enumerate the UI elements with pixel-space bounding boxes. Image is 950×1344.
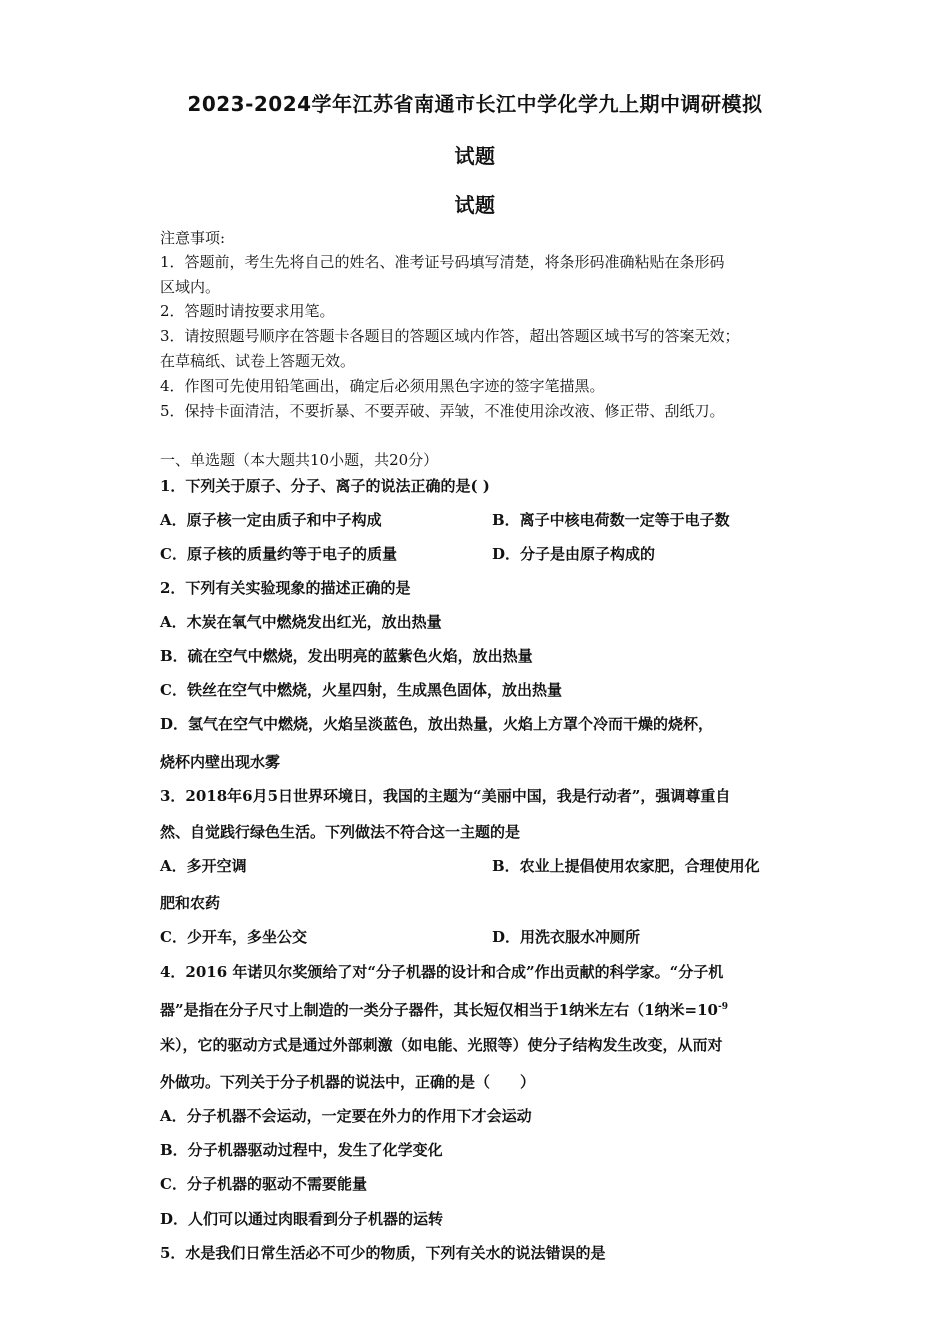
question-4-option-a: A．分子机器不会运动，一定要在外力的作用下才会运动 — [160, 1107, 532, 1125]
notice-item: 2．答题时请按要求用笔。 — [160, 302, 335, 320]
question-3-stem-cont: 然、自觉践行绿色生活。下列做法不符合这一主题的是 — [160, 823, 521, 841]
notice-item: 3．请按照题号顺序在答题卡各题目的答题区域内作答，超出答题区域书写的答案无效； — [160, 327, 740, 345]
question-2-option-c: C．铁丝在空气中燃烧，火星四射，生成黑色固体，放出热量 — [160, 681, 562, 699]
exam-title-line1: 2023-2024学年江苏省南通市长江中学化学九上期中调研模拟 — [187, 92, 763, 116]
notice-item: 4．作图可先使用铅笔画出，确定后必须用黑色字迹的签字笔描黑。 — [160, 377, 605, 395]
question-4-stem: 4．2016 年诺贝尔奖颁给了对“分子机器的设计和合成”作出贡献的科学家。“分子机 — [160, 963, 724, 981]
question-5-stem: 5．水是我们日常生活必不可少的物质，下列有关水的说法错误的是 — [160, 1244, 606, 1262]
notice-item: 在草稿纸、试卷上答题无效。 — [160, 352, 356, 370]
question-2-stem: 2．下列有关实验现象的描述正确的是 — [160, 579, 411, 597]
question-3-option-d: D．用洗衣服水冲厕所 — [492, 928, 641, 946]
question-1-option-b: B．离子中核电荷数一定等于电子数 — [492, 511, 730, 529]
question-1-option-d: D．分子是由原子构成的 — [492, 545, 656, 563]
notice-item: 1．答题前，考生先将自己的姓名、准考证号码填写清楚，将条形码准确粘贴在条形码 — [160, 253, 725, 271]
question-3-option-a: A．多开空调 — [160, 857, 247, 875]
question-4-option-d: D．人们可以通过肉眼看到分子机器的运转 — [160, 1210, 444, 1228]
question-4-stem-cont: 外做功。下列关于分子机器的说法中，正确的是（ ） — [160, 1073, 536, 1091]
question-3-option-b-cont: 肥和农药 — [160, 894, 221, 912]
exponent-label: -9 — [717, 1002, 728, 1012]
question-3-option-c: C．少开车，多坐公交 — [160, 928, 307, 946]
question-2-option-d-cont: 烧杯内壁出现水雾 — [160, 753, 281, 771]
question-1-option-c: C．原子核的质量约等于电子的质量 — [160, 545, 397, 563]
question-3-option-b: B．农业上提倡使用农家肥，合理使用化 — [492, 857, 760, 875]
notice-item: 5．保持卡面清洁，不要折暴、不要弄破、弄皱，不准使用涂改液、修正带、刮纸刀。 — [160, 402, 725, 420]
exam-subtitle: 试题 — [454, 193, 496, 217]
question-2-option-b: B．硫在空气中燃烧，发出明亮的蓝紫色火焰，放出热量 — [160, 647, 533, 665]
question-2-option-a: A．木炭在氧气中燃烧发出红光，放出热量 — [160, 613, 442, 631]
exam-title-line2: 试题 — [454, 144, 496, 168]
section-heading: 一、单选题（本大题共10小题，共20分） — [160, 451, 439, 469]
question-3-stem: 3．2018年6月5日世界环境日，我国的主题为“美丽中国，我是行动者”，强调尊重自 — [160, 787, 731, 805]
question-4-stem-text: 器”是指在分子尺寸上制造的一类分子器件，其长短仅相当于1纳米左右（1纳米=10 — [160, 1001, 718, 1019]
notice-item: 区域内。 — [160, 278, 221, 296]
question-4-option-c: C．分子机器的驱动不需要能量 — [160, 1175, 367, 1193]
question-4-stem-cont — [160, 997, 728, 1020]
question-4-stem-cont: 米），它的驱动方式是通过外部刺激（如电能、光照等）使分子结构发生改变，从而对 — [160, 1036, 723, 1054]
notice-heading: 注意事项: — [160, 229, 226, 247]
question-2-option-d: D．氢气在空气中燃烧，火焰呈淡蓝色，放出热量，火焰上方罩个冷而干燥的烧杯， — [160, 715, 714, 733]
question-1-stem: 1．下列关于原子、分子、离子的说法正确的是( ) — [160, 477, 490, 495]
question-4-option-b: B．分子机器驱动过程中，发生了化学变化 — [160, 1141, 443, 1159]
question-1-option-a: A．原子核一定由质子和中子构成 — [160, 511, 382, 529]
